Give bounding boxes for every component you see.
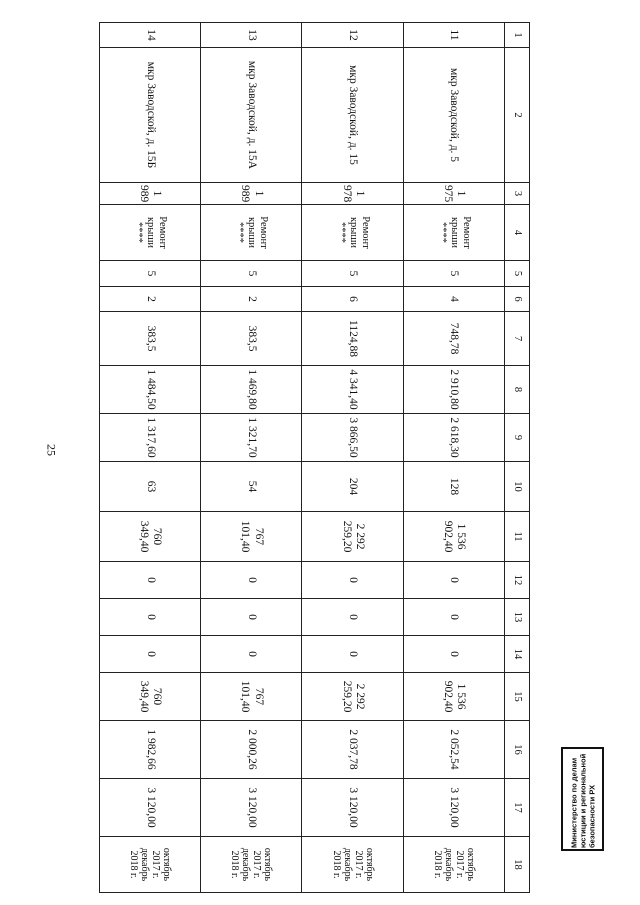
column-header: 2 [505, 48, 530, 183]
value-cell: 3 120,00 [302, 779, 403, 837]
value-cell: 2 910,80 [403, 366, 504, 414]
value-cell: 748,78 [403, 312, 504, 366]
value-cell: 3 120,00 [403, 779, 504, 837]
period-end: декабрь 2018 г. [128, 847, 151, 882]
value-cell: 0 [201, 599, 302, 636]
value-cell: 54 [201, 462, 302, 512]
value-cell: 1 536 902,40 [403, 673, 504, 721]
period-cell [100, 837, 201, 893]
address-cell: мкр Заводской, д. 15Б [100, 48, 201, 183]
period-end: декабрь 2018 г. [431, 847, 454, 882]
value-cell: 2 [201, 287, 302, 312]
value-cell: 767 101,40 [201, 673, 302, 721]
value-cell: 1 536 902,40 [403, 512, 504, 562]
data-table [99, 22, 530, 893]
value-cell: 5 [403, 261, 504, 287]
value-cell: 0 [302, 636, 403, 673]
value-cell: 760 349,40 [100, 673, 201, 721]
period-start: октябрь 2017 г. [150, 847, 173, 882]
stamp-text [569, 750, 596, 848]
column-header: 13 [505, 599, 530, 636]
value-cell: 5 [201, 261, 302, 287]
column-header: 4 [505, 205, 530, 261]
stamp-line: безопасности РХ [587, 784, 596, 848]
column-header: 18 [505, 837, 530, 893]
period-cell [302, 837, 403, 893]
value-cell: 0 [201, 636, 302, 673]
value-cell: 0 [403, 636, 504, 673]
column-header: 16 [505, 721, 530, 779]
value-cell: 0 [100, 562, 201, 599]
column-header: 17 [505, 779, 530, 837]
value-cell: 1 982,66 [100, 721, 201, 779]
value-cell: 1124,88 [302, 312, 403, 366]
value-cell: 2 [100, 287, 201, 312]
column-header: 11 [505, 512, 530, 562]
column-header: 1 [505, 23, 530, 48]
value-cell: 1 321,70 [201, 414, 302, 462]
year-cell: 1 989 [100, 183, 201, 205]
value-cell: 3 120,00 [201, 779, 302, 837]
year-cell: 1 989 [201, 183, 302, 205]
address-cell: мкр Заводской, д. 15 [302, 48, 403, 183]
column-header: 14 [505, 636, 530, 673]
value-cell: 383,5 [201, 312, 302, 366]
year-cell: 1 975 [403, 183, 504, 205]
value-cell: 2 037,78 [302, 721, 403, 779]
value-cell: 2 292 259,20 [302, 673, 403, 721]
value-cell: 3 866,50 [302, 414, 403, 462]
row-number: 12 [302, 23, 403, 48]
header-row [505, 23, 530, 893]
page-number: 25 [44, 444, 59, 456]
value-cell: 383,5 [100, 312, 201, 366]
value-cell: 63 [100, 462, 201, 512]
period-cell [403, 837, 504, 893]
column-header: 5 [505, 261, 530, 287]
column-header: 3 [505, 183, 530, 205]
column-header: 15 [505, 673, 530, 721]
address-cell: мкр Заводской, д. 5 [403, 48, 504, 183]
value-cell: 0 [403, 562, 504, 599]
value-cell: 2 052,54 [403, 721, 504, 779]
row-number: 11 [403, 23, 504, 48]
value-cell: 760 349,40 [100, 512, 201, 562]
table-row [302, 23, 403, 893]
column-header: 8 [505, 366, 530, 414]
stamp-line: Министерство по делам [569, 757, 578, 848]
value-cell: 2 000,26 [201, 721, 302, 779]
period-end: декабрь 2018 г. [330, 847, 353, 882]
row-number: 14 [100, 23, 201, 48]
work-type-cell: Ремонт крыши **** [302, 205, 403, 261]
value-cell: 0 [302, 562, 403, 599]
value-cell: 1 484,50 [100, 366, 201, 414]
value-cell: 6 [302, 287, 403, 312]
value-cell: 0 [403, 599, 504, 636]
value-cell: 1 469,80 [201, 366, 302, 414]
column-header: 9 [505, 414, 530, 462]
value-cell: 204 [302, 462, 403, 512]
rotated-table-area [99, 22, 530, 882]
value-cell: 4 341,40 [302, 366, 403, 414]
ministry-stamp [561, 747, 604, 851]
row-number: 13 [201, 23, 302, 48]
period-end: декабрь 2018 г. [229, 847, 252, 882]
column-header: 7 [505, 312, 530, 366]
period-start: октябрь 2017 г. [251, 847, 274, 882]
value-cell: 767 101,40 [201, 512, 302, 562]
address-cell: мкр Заводской, д. 15А [201, 48, 302, 183]
value-cell: 3 120,00 [100, 779, 201, 837]
value-cell: 0 [100, 636, 201, 673]
table-row [403, 23, 504, 893]
work-type-cell: Ремонт крыши **** [403, 205, 504, 261]
column-header: 6 [505, 287, 530, 312]
value-cell: 1 317,60 [100, 414, 201, 462]
table-row [100, 23, 201, 893]
period-start: октябрь 2017 г. [453, 847, 476, 882]
column-header: 10 [505, 462, 530, 512]
year-cell: 1 978 [302, 183, 403, 205]
value-cell: 0 [201, 562, 302, 599]
value-cell: 2 618,30 [403, 414, 504, 462]
work-type-cell: Ремонт крыши **** [201, 205, 302, 261]
value-cell: 5 [100, 261, 201, 287]
period-start: октябрь 2017 г. [352, 847, 375, 882]
work-type-cell: Ремонт крыши **** [100, 205, 201, 261]
value-cell: 2 292 259,20 [302, 512, 403, 562]
value-cell: 128 [403, 462, 504, 512]
value-cell: 4 [403, 287, 504, 312]
value-cell: 0 [100, 599, 201, 636]
value-cell: 5 [302, 261, 403, 287]
stamp-line: юстиции и региональной [578, 753, 587, 848]
table-row [201, 23, 302, 893]
column-header: 12 [505, 562, 530, 599]
period-cell [201, 837, 302, 893]
value-cell: 0 [302, 599, 403, 636]
